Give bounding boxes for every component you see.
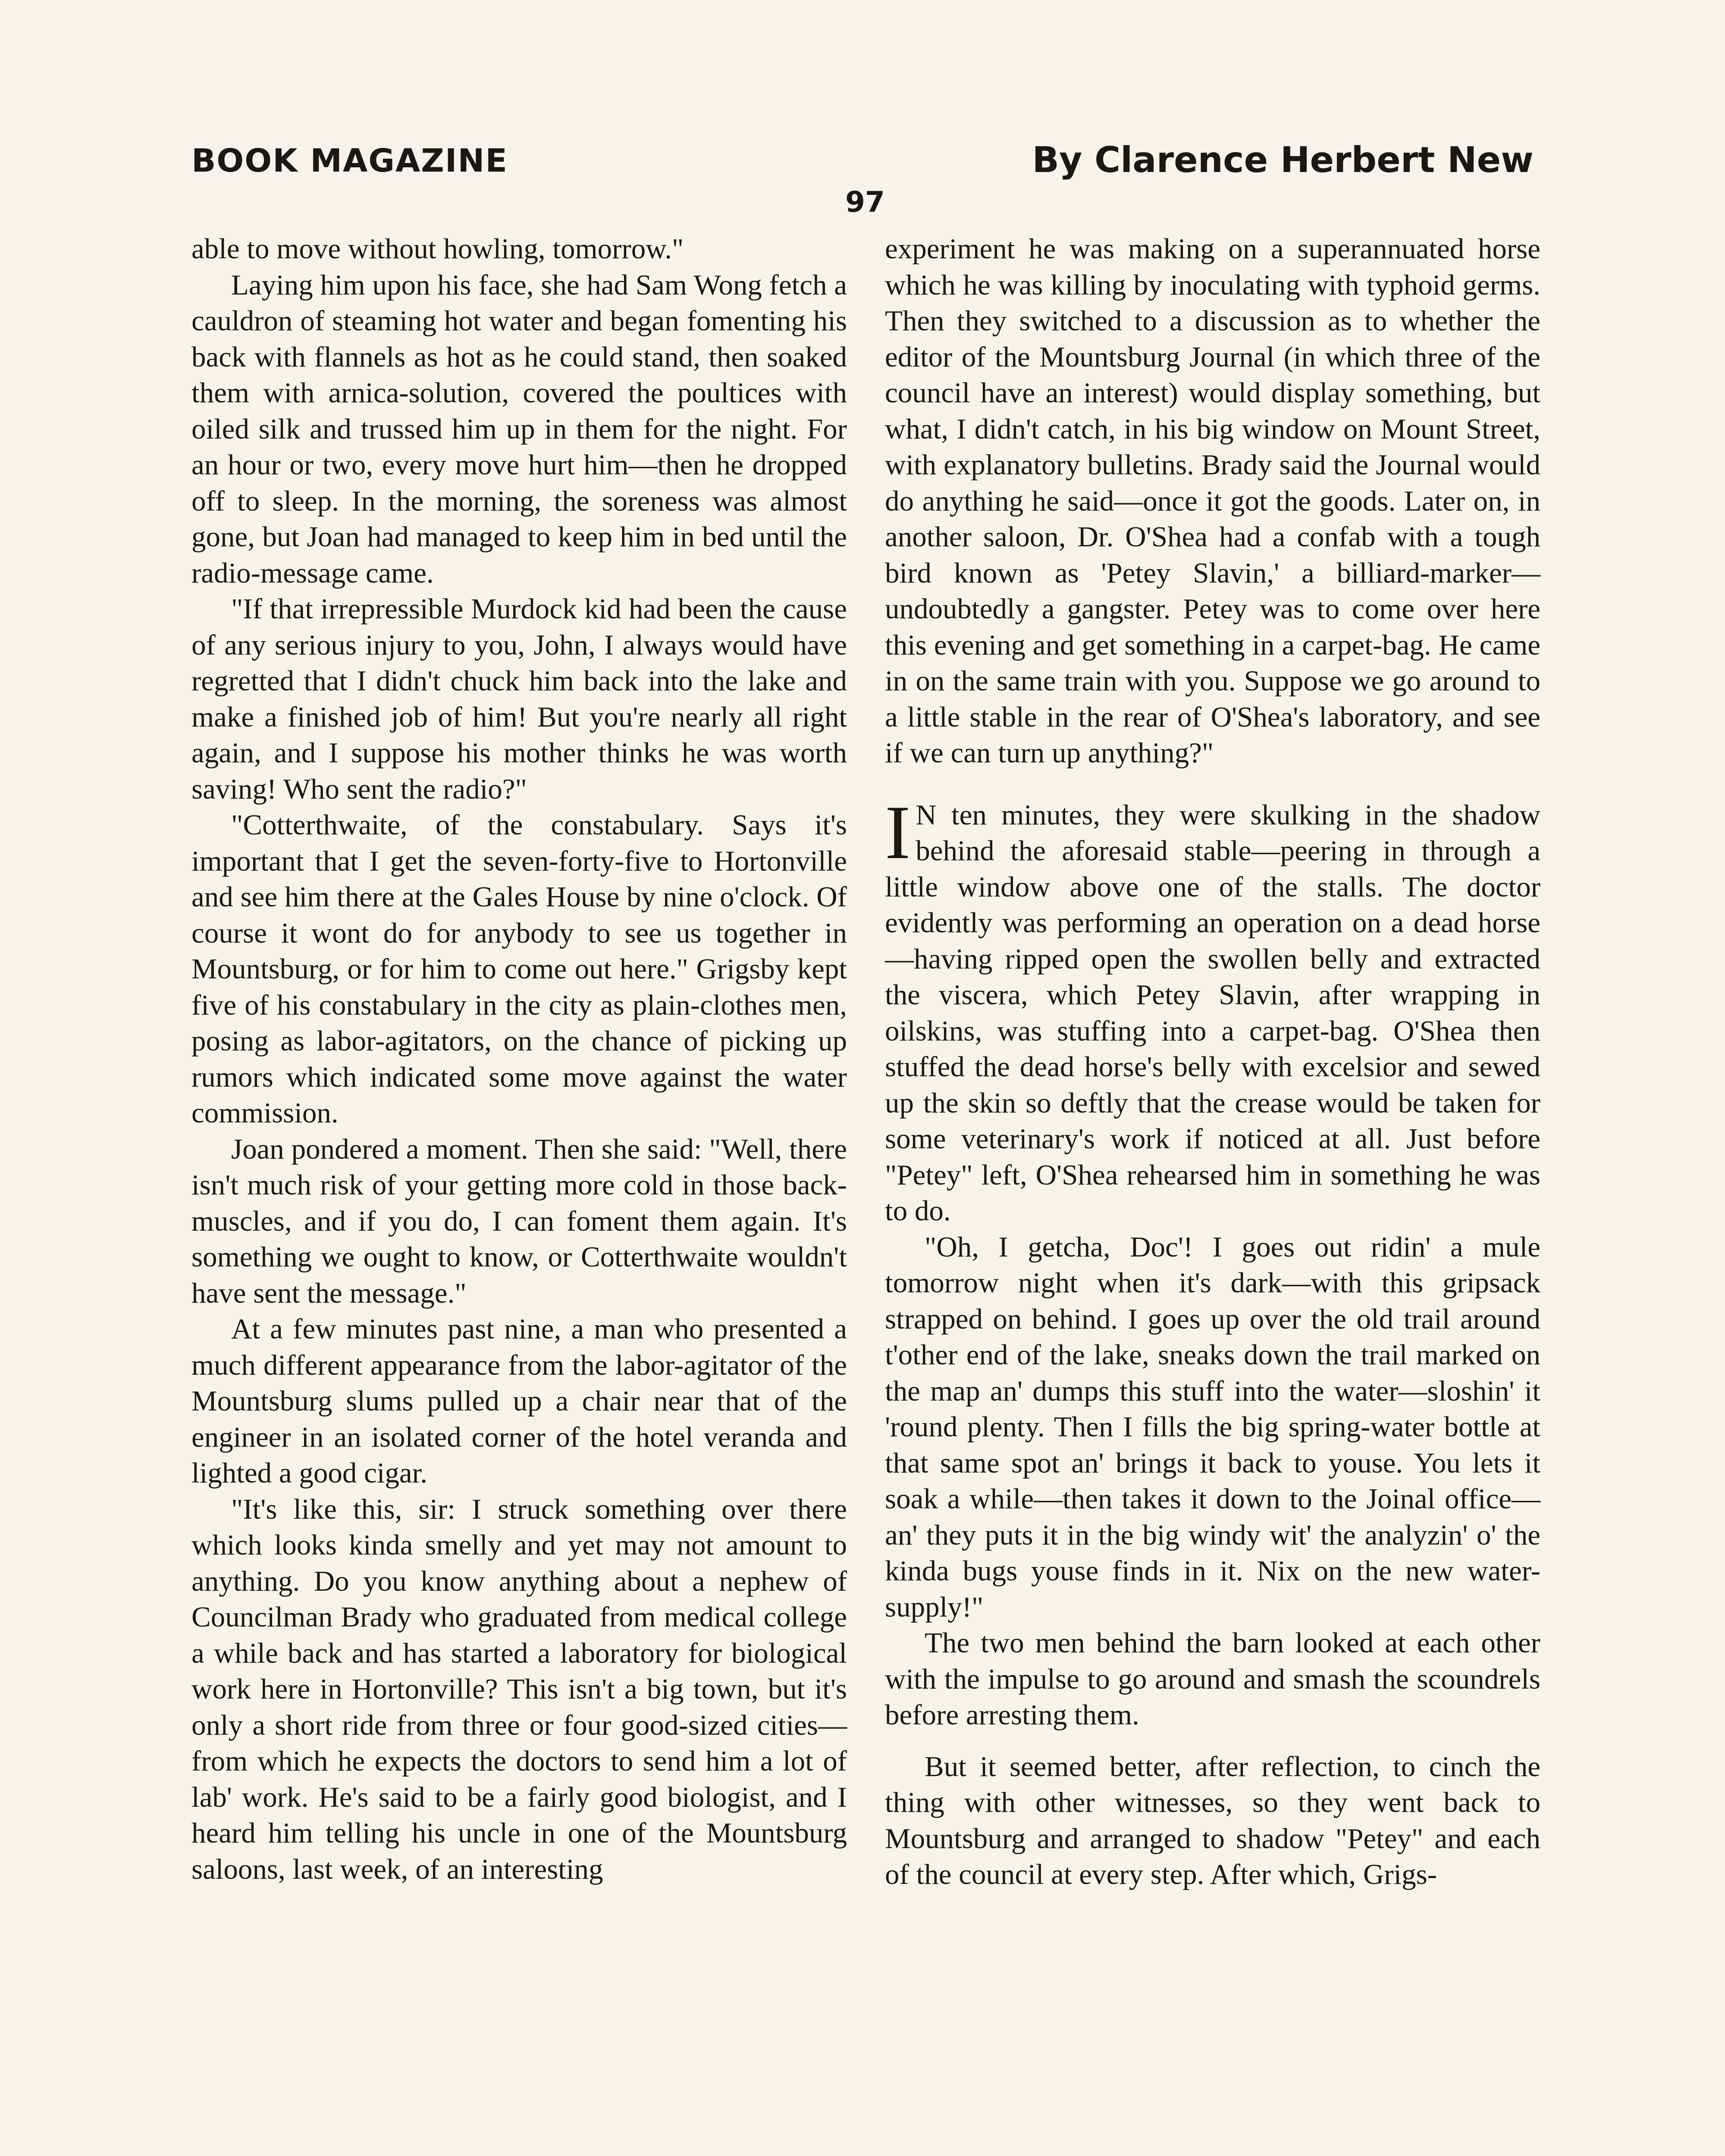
paragraph: "If that irrepressible Murdock kid had been the cause of any serious injury to you, John, I always would have regretted that I didn't chuck him back into the lake and make a finished job of him! But you're nearly all right again, and I suppose his mother thinks he was worth saving! Who sent the radio?" bbox=[191, 593, 847, 805]
running-head-magazine: BOOK MAGAZINE bbox=[191, 142, 508, 179]
drop-cap-paragraph-text: N ten minutes, they were skulking in the shadow behind the aforesaid stable—peering in through a little window above one of the stalls. The doctor evidently was performing an operation on a dead horse—having ripped open the swollen belly and extracted the viscera, which Petey Slavin, after wrapping in oilskins, was stuffing into a carpet-bag. O'Shea then stuffed the dead horse's belly with excelsior and sewed up the skin so deftly that the crease would be taken for some veterinary's work if noticed at all. Just before "Petey" left, O'Shea rehearsed him in something he was to do. bbox=[885, 799, 1540, 1227]
paragraph: "It's like this, sir: I struck something over there which looks kinda smelly and yet may not amount to anything. Do you know anything about a nephew of Councilman Brady who graduated from medical college a while back and has started a laboratory for biological work here in Hortonville? This isn't a big town, but it's only a short ride from three or four good-sized cities—from which he expects the doctors to send him a lot of lab' work. He's said to be a fairly good biologist, and I heard him telling his uncle in one of the Mountsburg saloons, last week, of an interesting bbox=[191, 1493, 847, 1885]
paragraph: Joan pondered a moment. Then she said: "Well, there isn't much risk of your getting more cold in those back-muscles, and if you do, I can foment them again. It's something we ought to know, or Cotterthwaite wouldn't have sent the message." bbox=[191, 1133, 847, 1309]
paragraph: "Oh, I getcha, Doc'! I goes out ridin' a mule tomorrow night when it's dark—with this gripsack strapped on behind. I goes up over the old trail around t'other end of the lake, sneaks down the trail marked on the map an' dumps this stuff into the water—sloshin' it 'round plenty. Then I fills the big spring-water bottle at that same spot an' brings it back to youse. You lets it soak a while—then takes it down to the Joinal office—an' they puts it in the big windy wit' the analyzin' o' the kinda bugs youse finds in it. Nix on the new water-supply!" bbox=[885, 1231, 1540, 1623]
paragraph: The two men behind the barn looked at each other with the impulse to go around and smash the scoundrels before arresting them. bbox=[885, 1627, 1540, 1731]
left-text-column bbox=[191, 231, 847, 1887]
paragraph: able to move without howling, tomorrow." bbox=[191, 233, 684, 265]
paragraph: At a few minutes past nine, a man who presented a much different appearance from the labor-agitator of the Mountsburg slums pulled up a chair near that of the engineer in an isolated corner of the hotel veranda and lighted a good cigar. bbox=[191, 1313, 847, 1489]
right-first-block bbox=[885, 231, 1540, 771]
running-head-author: By Clarence Herbert New bbox=[1032, 140, 1534, 181]
paragraph: Laying him upon his face, she had Sam Wong fetch a cauldron of steaming hot water and began fomenting his back with flannels as hot as he could stand, then soaked them with arnica-solution, covered the poultices with oiled silk and trussed him up in them for the night. For an hour or two, every move hurt him—then he dropped off to sleep. In the morning, the soreness was almost gone, but Joan had managed to keep him in bed until the radio-message came. bbox=[191, 269, 847, 589]
drop-cap-letter: I bbox=[885, 789, 911, 875]
right-text-column bbox=[885, 231, 1540, 1893]
page-number: 97 bbox=[845, 185, 885, 219]
section-break-paragraph bbox=[885, 789, 1540, 1229]
right-second-block bbox=[885, 1229, 1540, 1893]
paragraph: "Cotterthwaite, of the constabulary. Says it's important that I get the seven-forty-five to Hortonville and see him there at the Gales House by nine o'clock. Of course it wont do for anybody to see us together in Mountsburg, or for him to come out here." Grigsby kept five of his constabulary in the city as plain-clothes men, posing as labor-agitators, on the chance of picking up rumors which indicated some move against the water commission. bbox=[191, 809, 847, 1129]
paragraph: experiment he was making on a superannuated horse which he was killing by inoculating with typhoid germs. Then they switched to a discussion as to whether the editor of the Mountsburg Journal (in which three of the council have an interest) would display something, but what, I didn't catch, in his big window on Mount Street, with explanatory bulletins. Brady said the Journal would do anything he said—once it got the goods. Later on, in another saloon, Dr. O'Shea had a confab with a tough bird known as 'Petey Slavin,' a billiard-marker—undoubtedly a gangster. Petey was to come over here this evening and get something in a carpet-bag. He came in on the same train with you. Suppose we go around to a little stable in the rear of O'Shea's laboratory, and see if we can turn up anything?" bbox=[885, 233, 1540, 769]
paragraph: But it seemed better, after reflection, to cinch the thing with other witnesses, so they went back to Mountsburg and arranged to shadow "Petey" and each of the council at every step. After which, Grigs- bbox=[885, 1750, 1540, 1890]
